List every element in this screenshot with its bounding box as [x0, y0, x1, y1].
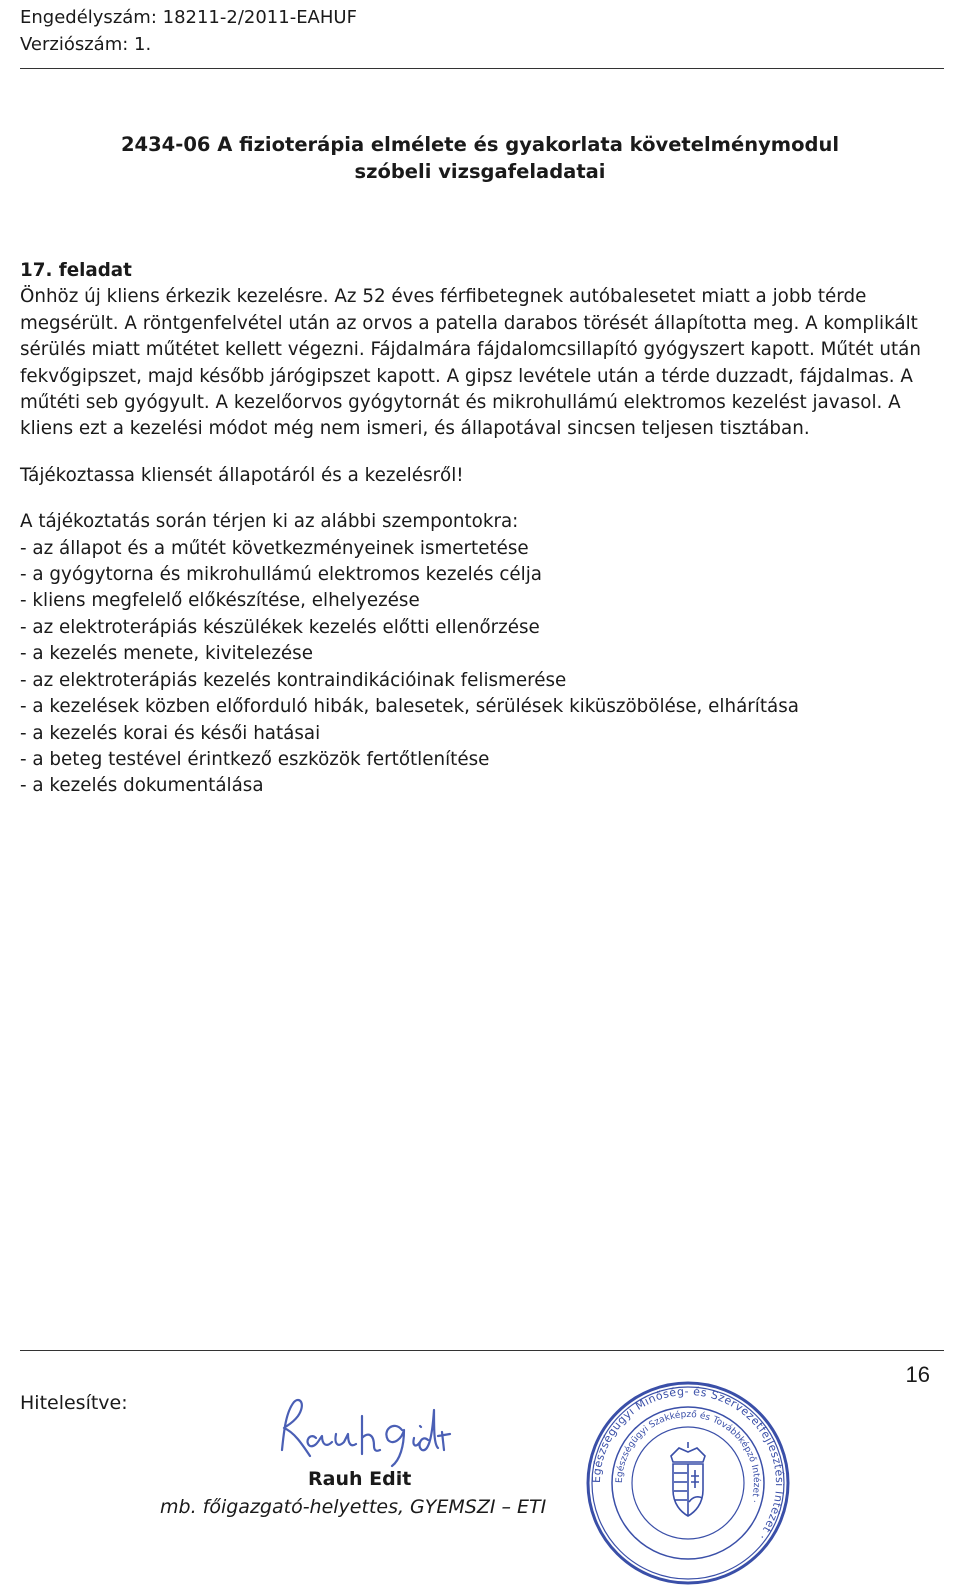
list-item: - kliens megfelelő előkészítése, elhelyezése — [20, 590, 420, 612]
header-divider — [20, 68, 944, 69]
task-description: Önhöz új kliens érkezik kezelésre. Az 52 éves férfibetegnek autóbalesetet miatt a jobb térde megsérült. A röntgenfelvétel után az orvos a patella darabos törését állapította meg. A komplikált sérülés miatt műtétet kellett végezni. Fájdalmára fájdalomcsillapító gyógyszert kapott. Műtét után fekvőgipszet, majd később járógipszet kapott. A gipsz levétele után a térde duzzadt, fájdalmas. A műtéti seb gyógyult. A kezelőorvos gyógytornát és mikrohullámú elektromos kezelést javasol. A kliens ezt a kezelési módot még nem ismeri, és állapotával sincsen teljesen tisztában. — [20, 286, 921, 440]
list-item: - a gyógytorna és mikrohullámú elektromos kezelés célja — [20, 564, 542, 586]
title-line-1: 2434-06 A fizioterápia elmélete és gyakorlata követelménymodul — [120, 133, 840, 156]
certified-label: Hitelesítve: — [20, 1392, 128, 1414]
list-item: - az állapot és a műtét következményeinek ismertetése — [20, 537, 529, 559]
coat-of-arms-icon — [671, 1442, 705, 1516]
task-instruction: Tájékoztassa kliensét állapotáról és a kezelésről! — [20, 464, 464, 486]
signer-role: mb. főigazgató-helyettes, GYEMSZI – ETI — [160, 1496, 547, 1518]
list-item: - a kezelések közben előforduló hibák, balesetek, sérülések kiküszöbölése, elhárítása — [20, 696, 799, 718]
points-list — [20, 536, 944, 800]
version-number: Verziószám: 1. — [20, 34, 152, 55]
list-item: - az elektroterápiás kezelés kontraindikációinak felismerése — [20, 669, 567, 691]
list-item: - a kezelés dokumentálása — [20, 775, 264, 797]
list-item: - az elektroterápiás készülékek kezelés előtti ellenőrzése — [20, 616, 540, 638]
page-number: 16 — [905, 1362, 930, 1387]
signer-name: Rauh Edit — [308, 1468, 412, 1490]
title-line-2: szóbeli vizsgafeladatai — [354, 160, 606, 183]
official-stamp — [583, 1378, 793, 1588]
footer-divider — [20, 1350, 944, 1351]
signature — [270, 1390, 480, 1470]
task-section — [20, 258, 944, 800]
spacer — [20, 489, 944, 509]
svg-text:Egészségügyi Minőség- és Szerv: Egészségügyi Minőség- és Szervezetfejlesztési Intézet · — [589, 1384, 787, 1543]
points-intro: A tájékoztatás során térjen ki az alábbi szempontokra: — [20, 511, 519, 533]
svg-text:Egészségügyi Szakképző és Tová: Egészségügyi Szakképző és Továbbképző Intézet · — [614, 1409, 762, 1504]
list-item: - a kezelés korai és késői hatásai — [20, 722, 321, 744]
document-title — [0, 131, 960, 185]
task-number: 17. feladat — [20, 260, 132, 281]
license-number: Engedélyszám: 18211-2/2011-EAHUF — [20, 7, 357, 28]
list-item: - a kezelés menete, kivitelezése — [20, 643, 313, 665]
spacer — [20, 443, 944, 463]
list-item: - a beteg testével érintkező eszközök fertőtlenítése — [20, 748, 490, 770]
page-header — [20, 4, 357, 58]
